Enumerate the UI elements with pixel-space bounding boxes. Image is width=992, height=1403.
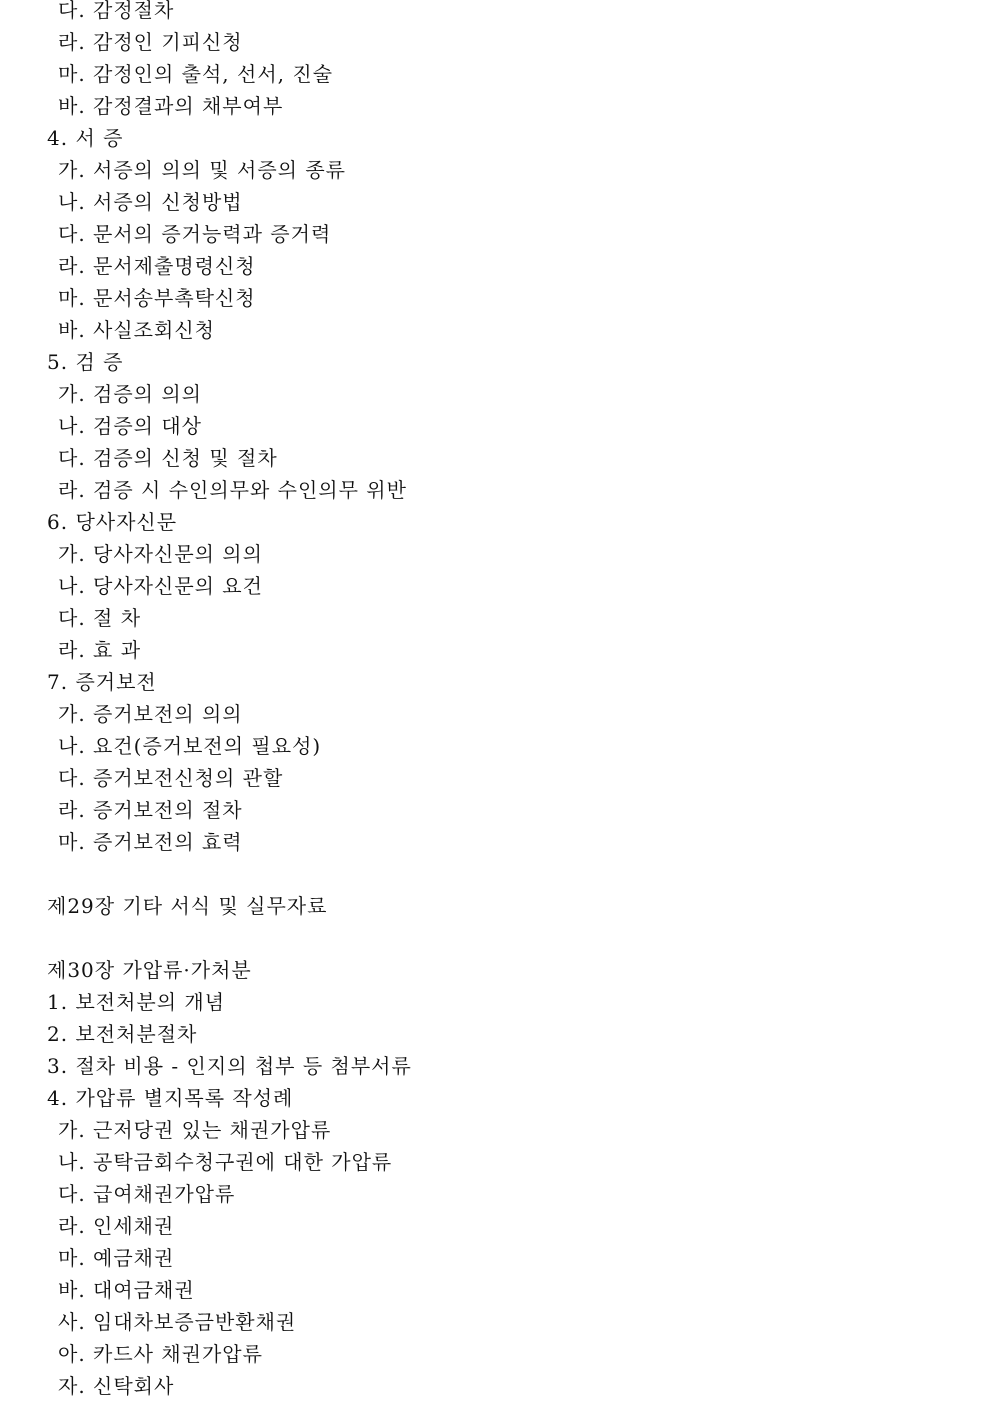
- blank-line: [0, 922, 992, 954]
- toc-subitem: 나. 서증의 신청방법: [58, 190, 243, 214]
- toc-subitem: 마. 문서송부촉탁신청: [58, 286, 256, 310]
- toc-subitem: 가. 근저당권 있는 채권가압류: [58, 1118, 332, 1142]
- toc-item: 6. 당사자신문: [47, 510, 178, 534]
- toc-subitem: 가. 당사자신문의 의의: [58, 542, 263, 566]
- toc-subitem: 라. 증거보전의 절차: [58, 798, 243, 822]
- toc-subitem: 라. 검증 시 수인의무와 수인의무 위반: [58, 478, 407, 502]
- toc-item: 7. 증거보전: [47, 670, 157, 694]
- toc-subitem: 다. 문서의 증거능력과 증거력: [58, 222, 332, 246]
- blank-line: [0, 858, 992, 890]
- toc-subitem: 아. 카드사 채권가압류: [58, 1342, 263, 1366]
- toc-item: 5. 검 증: [47, 350, 124, 374]
- toc-subitem: 라. 감정인 기피신청: [58, 30, 243, 54]
- toc-subitem: 라. 문서제출명령신청: [58, 254, 256, 278]
- toc-subitem: 다. 감정절차: [58, 0, 175, 22]
- chapter-heading: 제29장 기타 서식 및 실무자료: [47, 894, 328, 918]
- toc-subitem: 나. 공탁금회수청구권에 대한 가압류: [58, 1150, 393, 1174]
- toc-subitem: 바. 대여금채권: [58, 1278, 195, 1302]
- toc-item: 1. 보전처분의 개념: [47, 990, 226, 1014]
- toc-item: 4. 가압류 별지목록 작성례: [47, 1086, 294, 1110]
- toc-subitem: 마. 증거보전의 효력: [58, 830, 243, 854]
- toc-subitem: 나. 검증의 대상: [58, 414, 202, 438]
- toc-subitem: 가. 검증의 의의: [58, 382, 202, 406]
- toc-subitem: 가. 증거보전의 의의: [58, 702, 243, 726]
- toc-subitem: 나. 요건(증거보전의 필요성): [58, 734, 322, 758]
- toc-subitem: 다. 검증의 신청 및 절차: [58, 446, 278, 470]
- toc-subitem: 사. 임대차보증금반환채권: [58, 1310, 297, 1334]
- toc-subitem: 라. 효 과: [58, 638, 142, 662]
- toc-item: 4. 서 증: [47, 126, 124, 150]
- toc-subitem: 바. 사실조회신청: [58, 318, 215, 342]
- toc-item: 2. 보전처분절차: [47, 1022, 198, 1046]
- chapter-heading: 제30장 가압류·가처분: [47, 958, 252, 982]
- toc-subitem: 가. 서증의 의의 및 서증의 종류: [58, 158, 346, 182]
- toc-subitem: 라. 인세채권: [58, 1214, 175, 1238]
- toc-subitem: 바. 감정결과의 채부여부: [58, 94, 284, 118]
- toc-subitem: 다. 증거보전신청의 관할: [58, 766, 284, 790]
- toc-subitem: 다. 절 차: [58, 606, 142, 630]
- toc-subitem: 자. 신탁회사: [58, 1374, 175, 1398]
- toc-subitem: 마. 예금채권: [58, 1246, 175, 1270]
- toc-subitem: 마. 감정인의 출석, 선서, 진술: [58, 62, 334, 86]
- toc-item: 3. 절차 비용 - 인지의 첩부 등 첨부서류: [47, 1054, 412, 1078]
- toc-subitem: 다. 급여채권가압류: [58, 1182, 236, 1206]
- toc-subitem: 나. 당사자신문의 요건: [58, 574, 263, 598]
